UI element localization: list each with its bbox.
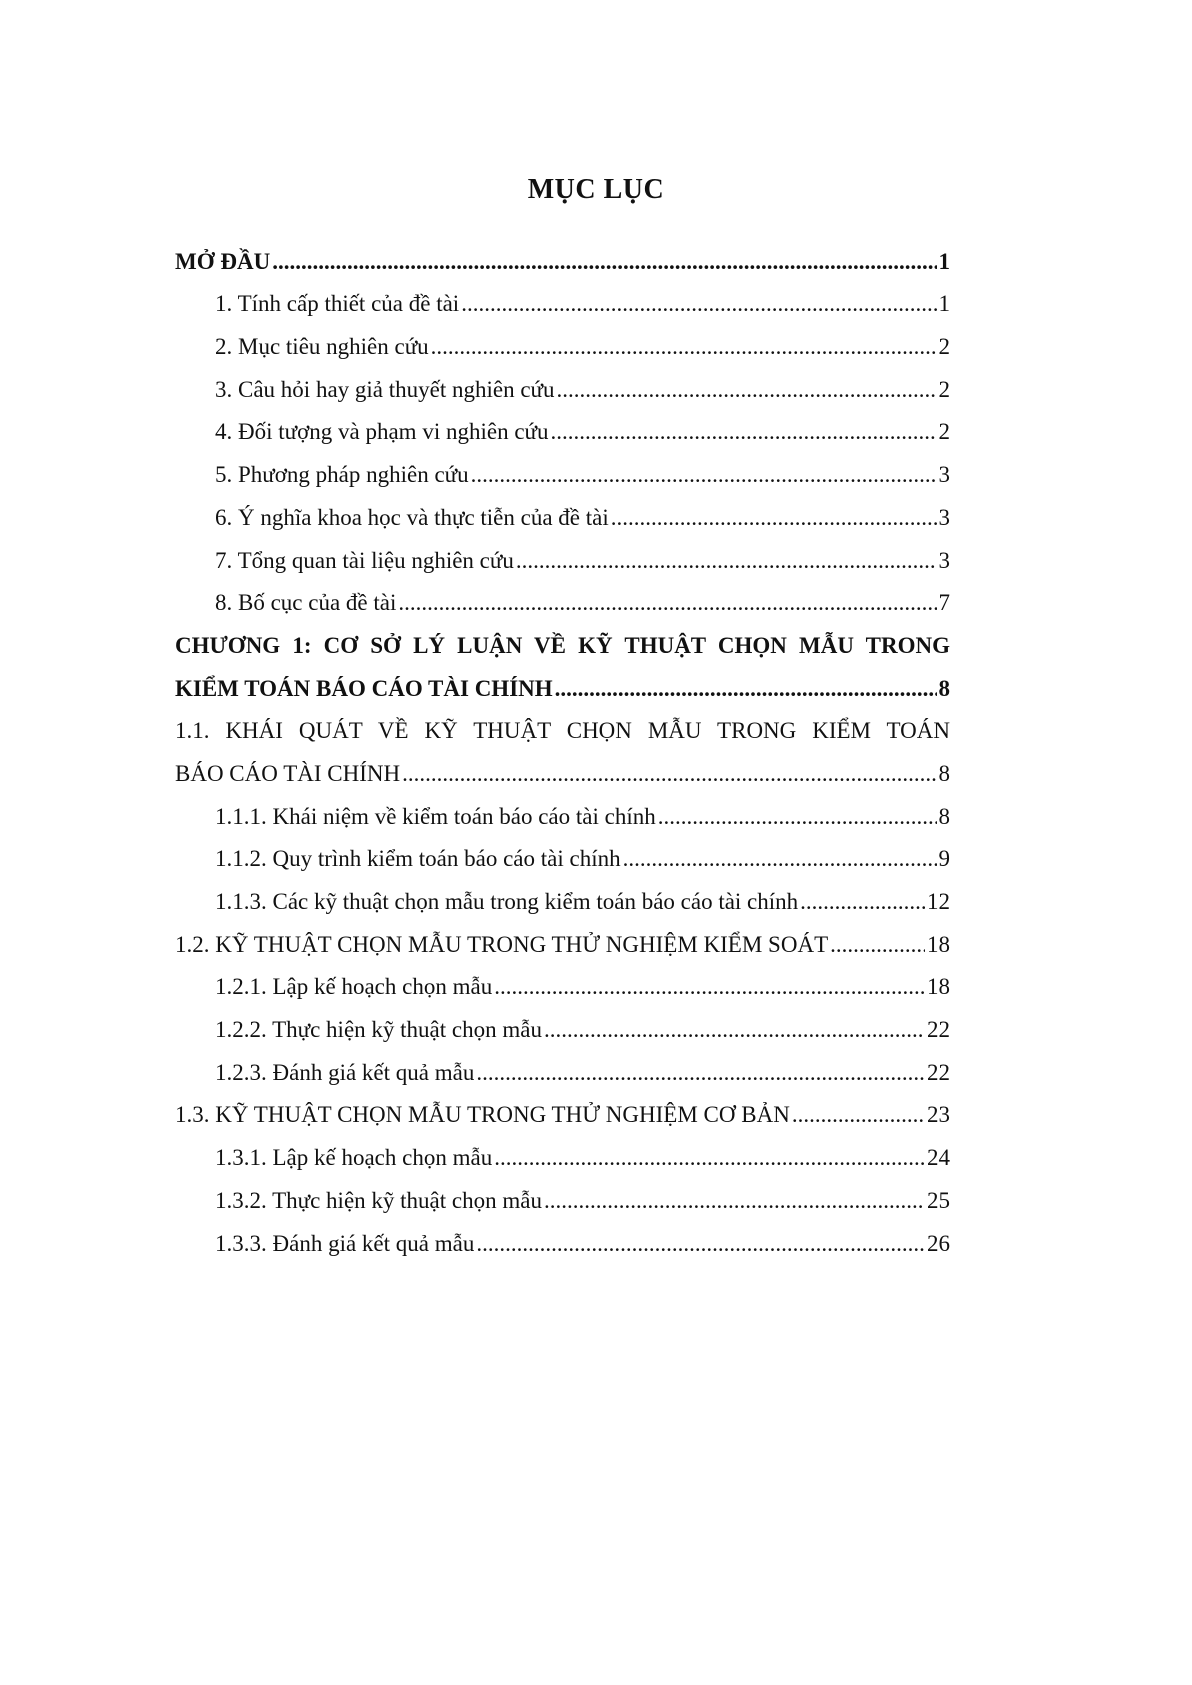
toc-page-number: 9 xyxy=(938,846,950,872)
toc-page-number: 26 xyxy=(927,1230,950,1256)
toc-entry-label: 1.3. KỸ THUẬT CHỌN MẪU TRONG THỬ NGHIỆM CƠ BẢN xyxy=(175,1102,790,1128)
toc-entry[interactable] xyxy=(175,1049,950,1092)
toc-page-number: 2 xyxy=(938,334,950,360)
toc-entry[interactable] xyxy=(175,1092,950,1135)
toc-dot-leader xyxy=(494,1143,925,1177)
toc-entry-label: 1.1.3. Các kỹ thuật chọn mẫu trong kiểm toán báo cáo tài chính xyxy=(215,889,799,914)
toc-page-number: 12 xyxy=(927,889,950,914)
toc-page-number: 8 xyxy=(938,760,950,786)
toc-dot-leader xyxy=(476,1058,925,1092)
toc-dot-leader xyxy=(461,289,936,323)
toc-page-number: 24 xyxy=(927,1145,950,1171)
table-of-contents xyxy=(175,238,950,1263)
toc-entry-label: 1.1.2. Quy trình kiểm toán báo cáo tài chính xyxy=(215,846,621,872)
toc-entry[interactable] xyxy=(175,836,950,879)
toc-page-number: 7 xyxy=(938,590,950,616)
toc-dot-leader xyxy=(830,930,925,964)
toc-entry-label: 1.1. KHÁI QUÁT VỀ KỸ THUẬT CHỌN MẪU TRONG KIỂM TOÁN xyxy=(175,718,950,744)
toc-page-number: 8 xyxy=(938,803,950,829)
toc-dot-leader xyxy=(544,1015,925,1049)
toc-entry[interactable] xyxy=(175,281,950,324)
toc-entry[interactable] xyxy=(175,366,950,409)
toc-page-number: 8 xyxy=(938,675,950,701)
toc-entry[interactable] xyxy=(175,750,950,793)
toc-page-number: 18 xyxy=(927,931,950,957)
toc-entry-label: 1.2.1. Lập kế hoạch chọn mẫu xyxy=(215,974,493,1000)
toc-dot-leader xyxy=(476,1229,925,1263)
toc-entry-label: 4. Đối tượng và phạm vi nghiên cứu xyxy=(215,419,549,445)
toc-entry-label: 1.1.1. Khái niệm về kiểm toán báo cáo tài chính xyxy=(215,803,656,829)
toc-page-number: 18 xyxy=(927,974,950,1000)
toc-entry-label: 1.3.2. Thực hiện kỹ thuật chọn mẫu xyxy=(215,1187,542,1213)
toc-entry[interactable] xyxy=(175,1006,950,1049)
toc-entry[interactable] xyxy=(175,1177,950,1220)
toc-entry-label: 8. Bố cục của đề tài xyxy=(215,590,397,616)
toc-entry[interactable] xyxy=(175,537,950,580)
toc-entry[interactable] xyxy=(175,409,950,452)
toc-entry-label: 3. Câu hỏi hay giả thuyết nghiên cứu xyxy=(215,376,555,402)
toc-page-number: 2 xyxy=(938,419,950,445)
toc-page-number: 3 xyxy=(938,547,950,573)
toc-entry-label: 2. Mục tiêu nghiên cứu xyxy=(215,334,429,360)
toc-entry[interactable] xyxy=(175,964,950,1007)
toc-entry[interactable] xyxy=(175,323,950,366)
toc-entry[interactable] xyxy=(175,580,950,623)
toc-entry[interactable] xyxy=(175,1220,950,1263)
toc-dot-leader xyxy=(494,972,925,1006)
toc-entry[interactable] xyxy=(175,238,950,281)
toc-dot-leader xyxy=(516,546,937,580)
toc-entry-label: 1.2. KỸ THUẬT CHỌN MẪU TRONG THỬ NGHIỆM KIỂM SOÁT xyxy=(175,931,829,957)
toc-dot-leader xyxy=(471,460,937,494)
toc-dot-leader xyxy=(272,247,936,281)
toc-entry-label: KIỂM TOÁN BÁO CÁO TÀI CHÍNH xyxy=(175,675,553,701)
toc-page-number: 22 xyxy=(927,1059,950,1085)
toc-entry[interactable] xyxy=(175,494,950,537)
toc-dot-leader xyxy=(555,674,937,708)
toc-entry-label: 6. Ý nghĩa khoa học và thực tiễn của đề tài xyxy=(215,504,609,530)
toc-dot-leader xyxy=(800,887,925,921)
toc-dot-leader xyxy=(623,844,937,878)
toc-entry-label: 1. Tính cấp thiết của đề tài xyxy=(215,291,460,317)
toc-page-number: 25 xyxy=(927,1187,950,1213)
toc-dot-leader xyxy=(658,802,937,836)
toc-entry-label: 5. Phương pháp nghiên cứu xyxy=(215,462,469,488)
toc-entry[interactable] xyxy=(175,878,950,921)
toc-entry-label: 1.3.1. Lập kế hoạch chọn mẫu xyxy=(215,1145,493,1171)
toc-entry[interactable] xyxy=(175,1134,950,1177)
toc-dot-leader xyxy=(557,375,937,409)
toc-entry-label: 1.2.3. Đánh giá kết quả mẫu xyxy=(215,1059,475,1085)
toc-page-number: 2 xyxy=(938,376,950,402)
toc-dot-leader xyxy=(792,1100,925,1134)
toc-page-number: 22 xyxy=(927,1017,950,1043)
toc-page-number: 3 xyxy=(938,462,950,488)
toc-entry[interactable] xyxy=(175,921,950,964)
toc-page-number: 1 xyxy=(938,248,950,274)
toc-dot-leader xyxy=(611,503,937,537)
toc-dot-leader xyxy=(398,588,936,622)
toc-entry-label: 1.2.2. Thực hiện kỹ thuật chọn mẫu xyxy=(215,1017,542,1043)
toc-entry-label: 1.3.3. Đánh giá kết quả mẫu xyxy=(215,1230,475,1256)
toc-page-number: 1 xyxy=(938,291,950,317)
toc-dot-leader xyxy=(544,1186,925,1220)
toc-entry[interactable] xyxy=(175,451,950,494)
toc-title: MỤC LỤC xyxy=(527,174,665,205)
toc-dot-leader xyxy=(402,759,936,793)
toc-entry[interactable] xyxy=(175,622,950,665)
toc-entry-label: MỞ ĐẦU xyxy=(175,248,271,274)
toc-dot-leader xyxy=(431,332,937,366)
toc-dot-leader xyxy=(551,417,937,451)
toc-page-number: 23 xyxy=(927,1102,950,1128)
toc-entry[interactable] xyxy=(175,708,950,751)
toc-entry-label: CHƯƠNG 1: CƠ SỞ LÝ LUẬN VỀ KỸ THUẬT CHỌN MẪU TRONG xyxy=(175,632,950,658)
toc-entry[interactable] xyxy=(175,665,950,708)
toc-entry[interactable] xyxy=(175,793,950,836)
toc-entry-label: 7. Tổng quan tài liệu nghiên cứu xyxy=(215,547,514,573)
toc-entry-label: BÁO CÁO TÀI CHÍNH xyxy=(175,760,401,786)
toc-page-number: 3 xyxy=(938,504,950,530)
